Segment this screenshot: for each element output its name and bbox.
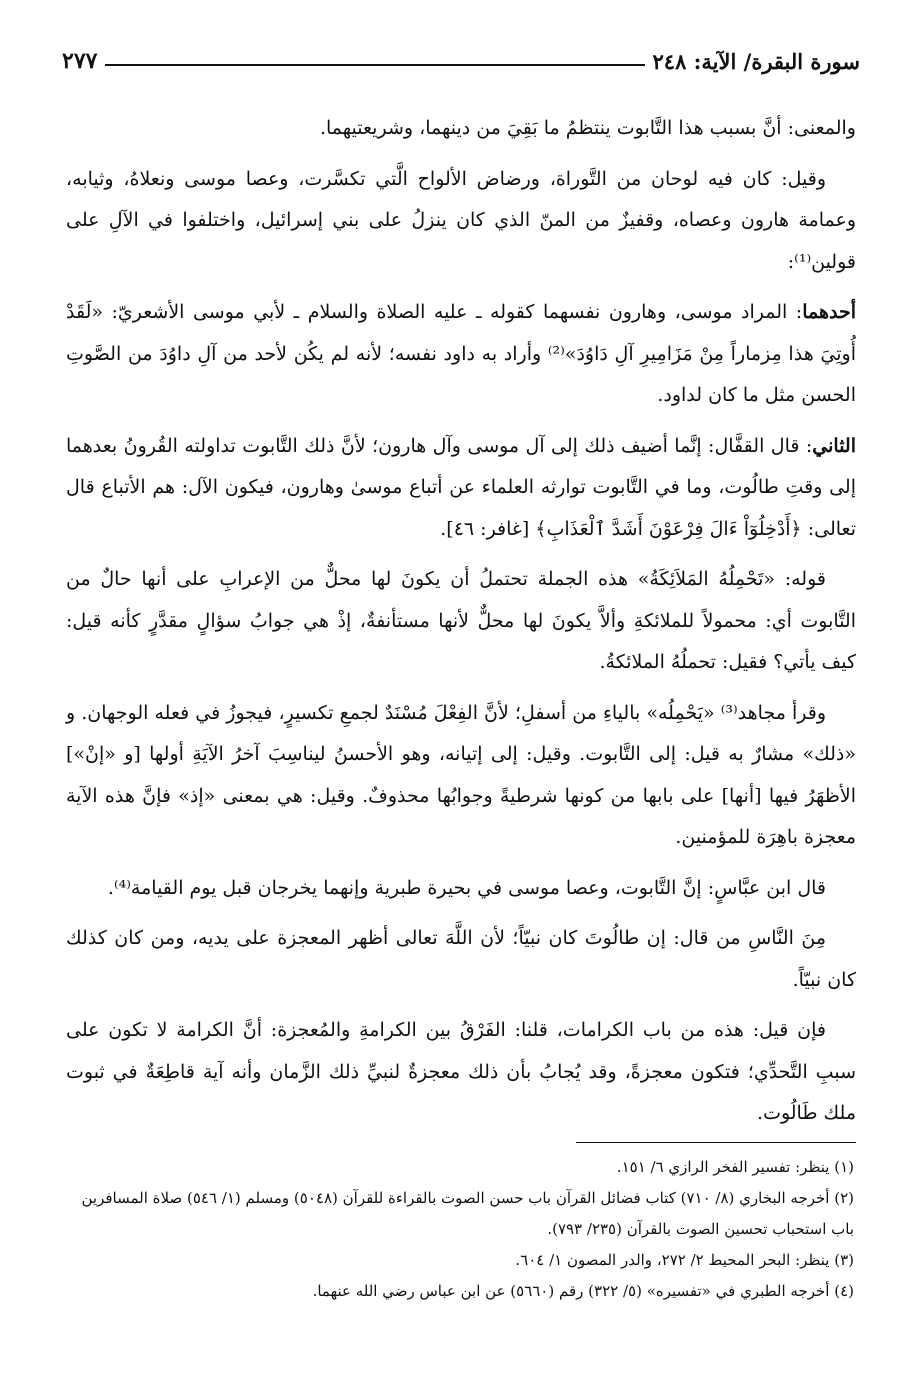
paragraph-text: مِنَ النَّاسِ من قال: إن طالُوتَ كان نبيّاً؛ لأن اللَّهَ تعالى أظهر المعجزة على يديه، ومن كان كذلك كان نبيّاً. [66, 927, 856, 991]
paragraph-lead: أحدهما [802, 301, 856, 323]
paragraph [66, 868, 856, 910]
paragraph-lead: الثاني [812, 434, 856, 457]
paragraph [66, 918, 856, 1001]
paragraph-text: قوله: «تَحْمِلُهُ المَلاَئِكَةُ» هذه الجملة تحتملُ أن يكونَ لها محلٌّ من الإعرابِ على أنها حالٌ من التَّابوت أي: محمولاً للملائكةِ وألاَّ يكونَ لها محلٌّ لأنها مستأنفةٌ، إذْ هي جوابُ سؤالٍ مقدَّرٍ كأنه قيل: كيف يأتي؟ فقيل: تحملُهُ الملائكةُ. [66, 568, 856, 673]
footnote: (٣) ينظر: البحر المحيط ٢/ ٢٧٢، والدر المصون ١/ ٦٠٤. [515, 1251, 854, 1269]
paragraph-text: فإن قيل: هذه من باب الكرامات، قلنا: الفَرْقُ بين الكرامةِ والمُعجزة: أنَّ الكرامة لا تكون على سببِ التَّحدِّي؛ فتكون معجزةً، وقد يُجابُ بأن ذلك معجزةٌ لنبيِّ ذلك الزَّمان وأنه آية قاطِعَةٌ في ثبوت ملك طَالُوت. [66, 1019, 856, 1124]
footnotes [64, 1152, 854, 1307]
main-text [66, 108, 856, 1144]
surah-title: سورة البقرة/ الآية: ٢٤٨ [652, 49, 860, 74]
footnote: (٢) أخرجه البخاري (٨/ ٧١٠) كتاب فضائل القرآن باب حسن الصوت بالقراءة للقرآن (٥٠٤٨) ومسلم (١/ ٥٤٦) صلاة المسافرين باب استحباب تحسين الصوت بالقرآن (٢٣٥/ ٧٩٣). [81, 1189, 854, 1238]
paragraph-text: وقيل: كان فيه لوحان من التَّوراة، ورضاض الألواح الَّتي تكسَّرت، وعصا موسى ونعلاهُ، وثيابه، وعمامة هارون وعصاه، وقفيزٌ من المنّ الذي كان ينزلُ على بني إسرائيل، واختلفوا في الآلِ على قولين⁽¹⁾: [66, 167, 856, 273]
paragraph [66, 426, 856, 551]
paragraph-text: وقرأ مجاهد⁽³⁾ «يَحْمِلُه» بالياءِ من أسفلِ؛ لأنَّ الفِعْلَ مُسْنَدٌ لجمعِ تكسيرٍ، فيجوزُ في فعله الوجهان. و «ذلك» مشارٌ به قيل: إلى التَّابوت. وقيل: إلى إتيانه، وهو الأحسنُ ليناسِبَ آخرُ الآيَةِ أولها [و «إنْ»] الأظهَرُ فيها [أنها] على بابها من كونها شرطيةً وجوابُها محذوفٌ. وقيل: هي بمعنى «إذ» فإنَّ هذه الآية معجزة باهِرَة للمؤمنين. [66, 701, 856, 848]
paragraph [66, 1010, 856, 1135]
paragraph [66, 292, 856, 417]
footnote-divider [576, 1142, 856, 1143]
paragraph-text: : قال القفَّال: إنَّما أضيف ذلك إلى آل موسى وآل هارون؛ لأنَّ ذلك التَّابوت تداولته القُرونُ بعدهما إلى وقتِ طالُوت، وما في التَّابوت توارثه العلماء عن أتباع موسىٰ وهارون، فيكون الآل: هم الأتباع قال تعالى: ﴿أَدْخِلُوٓاْ ءَالَ فِرْعَوْنَ أَشَدَّ ٱلْعَذَابِ﴾ [غافر: ٤٦]. [66, 434, 856, 540]
footnote: (٤) أخرجه الطبري في «تفسيره» (٥/ ٣٢٢) رقم (٥٦٦٠) عن ابن عباس رضي الله عنهما. [312, 1282, 854, 1300]
paragraph-text: والمعنى: أنَّ بسبب هذا التَّابوت ينتظمُ ما بَقِيَ من دينهما، وشريعتيهما. [319, 117, 856, 139]
page-number: ٢٧٧ [62, 48, 98, 74]
paragraph [66, 159, 856, 284]
paragraph-text: قال ابن عبَّاسٍ: إنَّ التَّابوت، وعصا موسى في بحيرة طبرية وإنهما يخرجان قبل يوم القيامة⁽⁴⁾. [107, 876, 826, 899]
paragraph [66, 693, 856, 859]
running-header [62, 40, 860, 74]
header-rule [105, 64, 644, 66]
footnote: (١) ينظر: تفسير الفخر الرازي ٦/ ١٥١. [616, 1158, 854, 1176]
paragraph [66, 559, 856, 684]
paragraph [66, 108, 856, 150]
paragraph-text: : المراد موسى، وهارون نفسهما كقوله ـ عليه الصلاة والسلام ـ لأبي موسى الأشعريّ: «لَقَدْ أُوتِيَ هذا مِزماراً مِنْ مَزَامِيرِ آلِ دَاوُدَ»⁽²⁾ وأراد به داود نفسه؛ لأنه لم يكُن لأحد من آلِ داوُدَ من الصَّوتِ الحسن مثل ما كان لداود. [66, 301, 856, 406]
